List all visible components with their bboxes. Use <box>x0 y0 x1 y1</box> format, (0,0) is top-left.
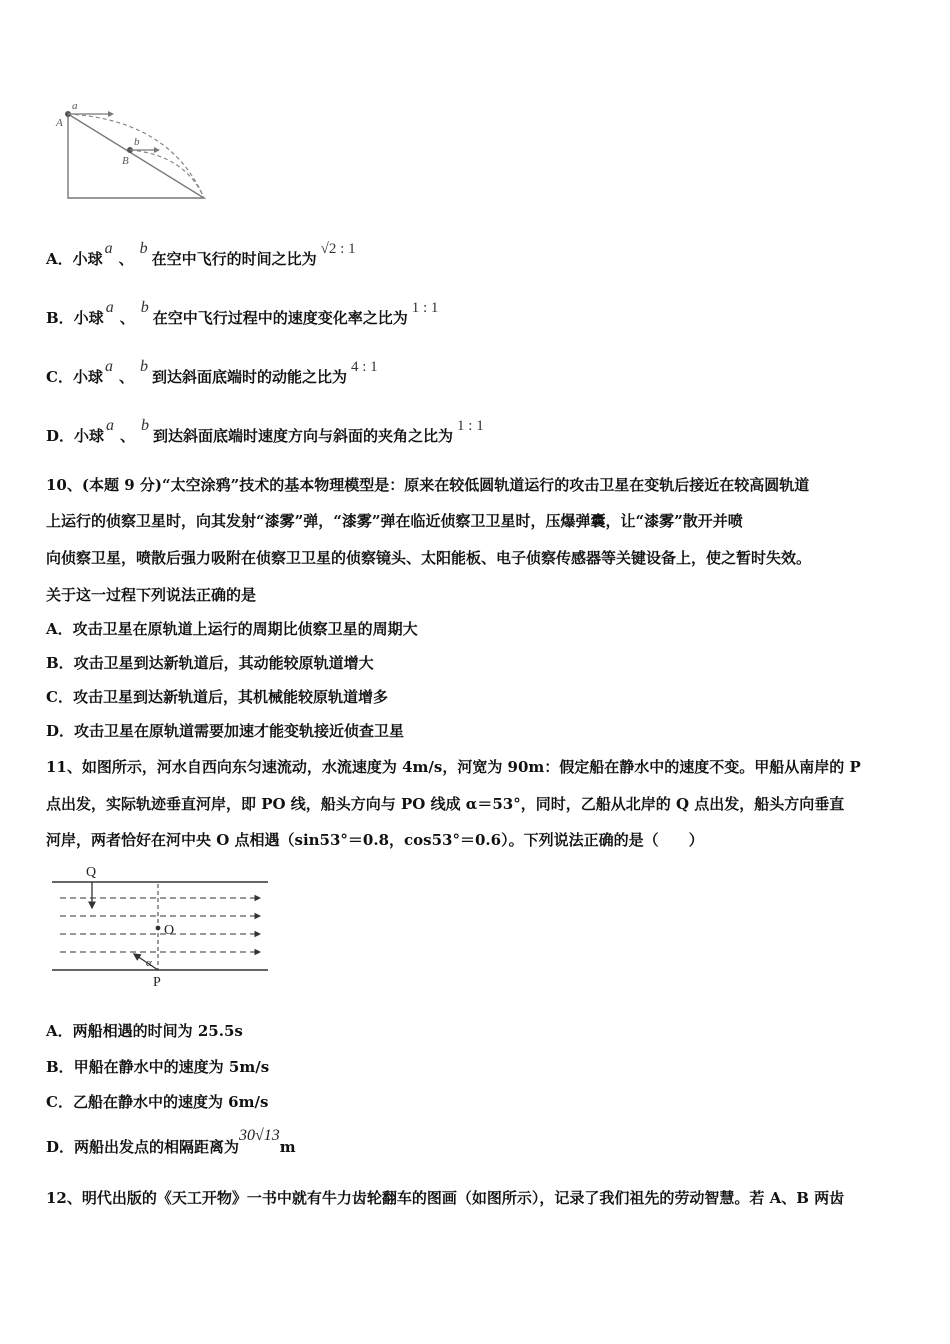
q11-option-a: A．两船相遇的时间为 25.5s <box>46 1022 243 1040</box>
q10-option-d: D．攻击卫星在原轨道需要加速才能变轨接近侦查卫星 <box>46 722 405 740</box>
q11-option-c: C．乙船在静水中的速度为 6m/s <box>46 1093 269 1111</box>
q11-option-b: B．甲船在静水中的速度为 5m/s <box>46 1058 270 1076</box>
q9-option-b: B．小球a、b在空中飞行过程中的速度变化率之比为1 : 1 <box>46 299 439 327</box>
label-P: P <box>153 975 161 990</box>
river-figure <box>46 862 276 992</box>
q11-stem-line3: 河岸，两者恰好在河中央 O 点相遇（sin53°＝0.8，cos53°＝0.6）。下列说法正确的是（ ） <box>46 831 704 849</box>
q11-option-d: D．两船出发点的相隔距离为30√13m <box>46 1127 296 1156</box>
q10-stem-line1: 10、(本题 9 分)“太空涂鸦”技术的基本物理模型是：原来在较低圆轨道运行的攻击卫星在变轨后接近在较高圆轨道 <box>46 476 810 494</box>
label-alpha: α <box>146 957 152 969</box>
q9-option-d: D．小球a、b到达斜面底端时速度方向与斜面的夹角之比为1 : 1 <box>46 417 484 445</box>
label-Q: Q <box>86 865 97 880</box>
q11-stem-line1: 11、如图所示，河水自西向东匀速流动，水流速度为 4m/s，河宽为 90m：假定船在静水中的速度不变。甲船从南岸的 P <box>46 758 861 776</box>
label-a: a <box>72 100 78 112</box>
q10-stem-line2: 上运行的侦察卫星时，向其发射“漆雾”弹，“漆雾”弹在临近侦察卫卫星时，压爆弹囊，让“漆雾”散开并喷 <box>46 512 743 530</box>
label-A: A <box>56 117 63 129</box>
q9-option-c: C．小球a、b到达斜面底端时的动能之比为4 : 1 <box>46 358 378 386</box>
label-b: b <box>134 136 140 148</box>
q11-stem-line2: 点出发，实际轨迹垂直河岸，即 PO 线，船头方向与 PO 线成 α＝53°，同时，乙船从北岸的 Q 点出发，船头方向垂直 <box>46 795 845 813</box>
incline-figure <box>50 100 220 210</box>
q10-option-b: B．攻击卫星到达新轨道后，其动能较原轨道增大 <box>46 654 374 672</box>
label-O: O <box>164 923 175 938</box>
q11-option-d-value: 30√13 <box>239 1127 280 1144</box>
q10-stem-line3: 向侦察卫星，喷散后强力吸附在侦察卫卫星的侦察镜头、太阳能板、电子侦察传感器等关键设备上，使之暂时失效。 <box>46 549 812 567</box>
label-B: B <box>122 155 129 167</box>
q10-option-a: A．攻击卫星在原轨道上运行的周期比侦察卫星的周期大 <box>46 620 418 638</box>
q9-option-a: A．小球a、b在空中飞行的时间之比为√2 : 1 <box>46 240 356 268</box>
q10-option-c: C．攻击卫星到达新轨道后，其机械能较原轨道增多 <box>46 688 388 706</box>
q10-stem-line4: 关于这一过程下列说法正确的是 <box>46 586 257 604</box>
q12-stem-line1: 12、明代出版的《天工开物》一书中就有牛力齿轮翻车的图画（如图所示），记录了我们祖先的劳动智慧。若 A、B 两齿 <box>46 1189 845 1207</box>
